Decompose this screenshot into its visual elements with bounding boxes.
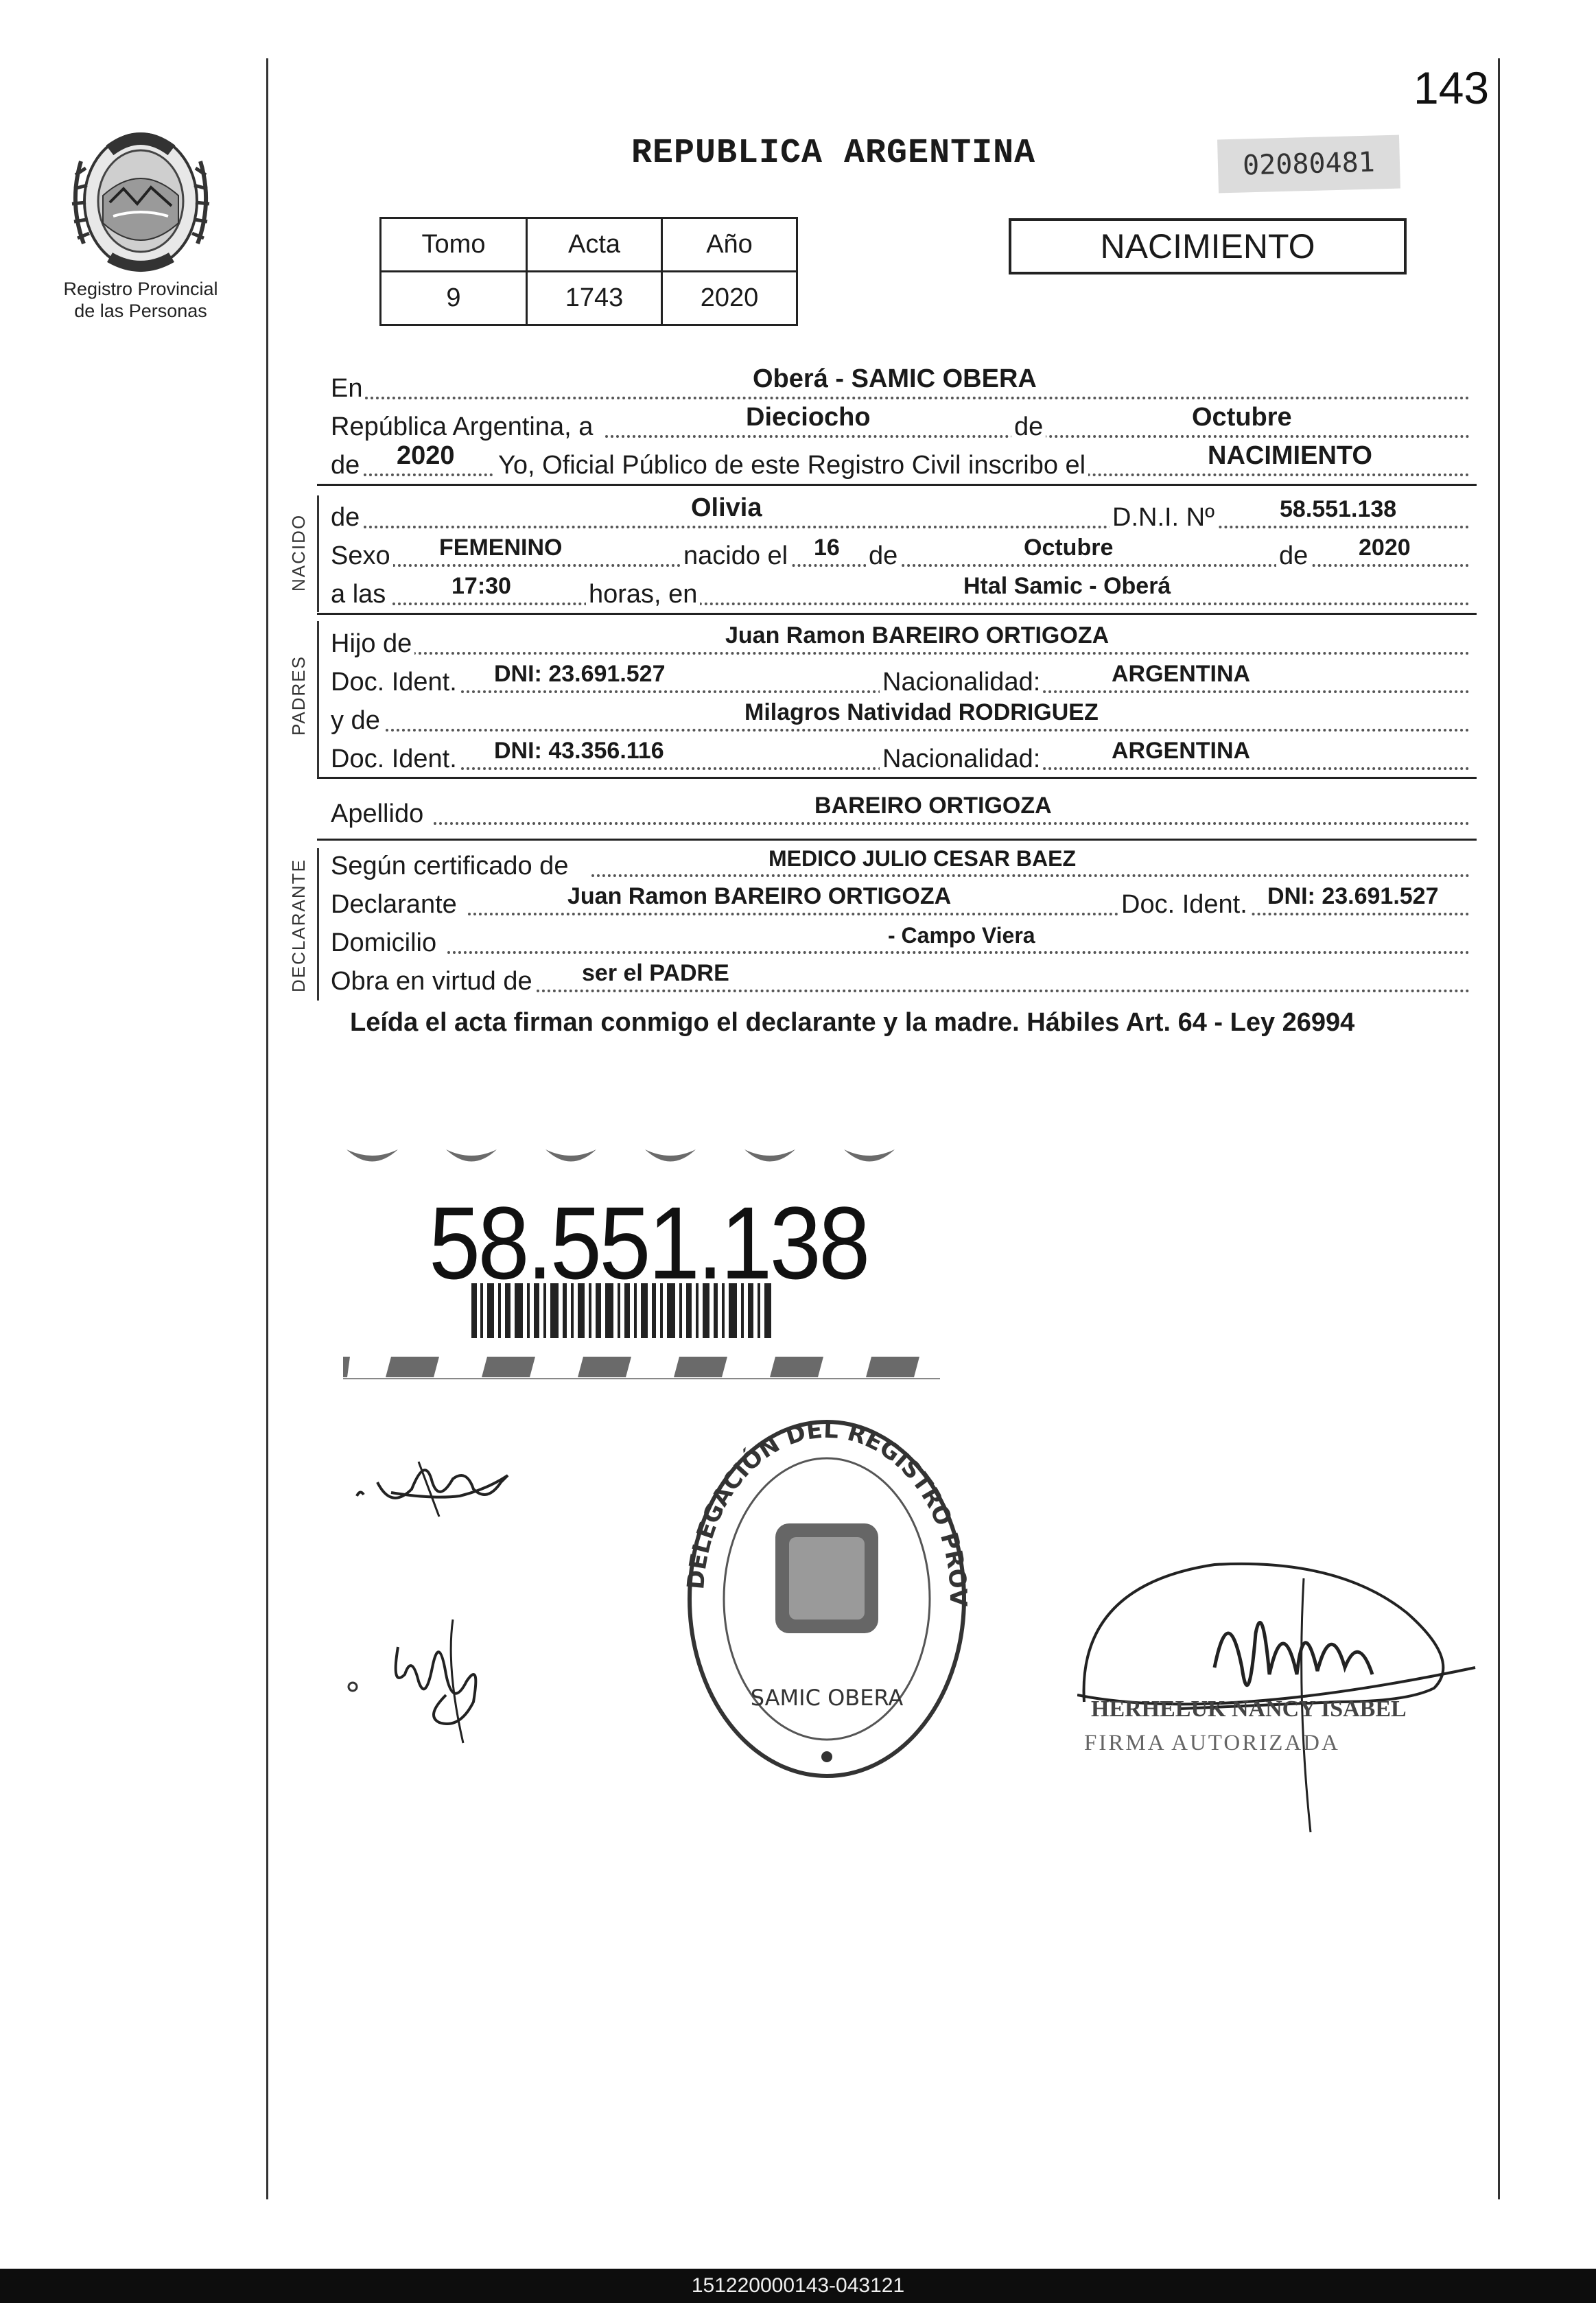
row-madre-doc xyxy=(331,738,1470,777)
seal-inner-text: SAMIC OBERA xyxy=(750,1685,904,1711)
misiones-coat-of-arms-icon xyxy=(55,120,226,278)
section-divider xyxy=(317,484,1477,486)
label-republica: República Argentina, a xyxy=(331,412,596,442)
serial-number-stamp: 02080481 xyxy=(1217,135,1400,194)
left-margin-line xyxy=(266,58,268,2199)
section-marker-padres xyxy=(317,621,319,778)
value-declarant-doc: DNI: 23.691.527 xyxy=(1267,883,1439,909)
record-table-cell: 2020 xyxy=(662,272,797,325)
side-label-padres: PADRES xyxy=(288,655,309,736)
label-obra: Obra en virtud de xyxy=(331,967,535,996)
value-birth-month: Octubre xyxy=(1024,535,1114,561)
record-table-header: Acta xyxy=(527,218,662,272)
label-horas-en: horas, en xyxy=(586,580,700,609)
label-hijo-de: Hijo de xyxy=(331,629,414,659)
label-en: En xyxy=(331,374,365,404)
label-declarant-doc: Doc. Ident. xyxy=(1118,890,1250,920)
label-segun-certificado: Según certificado de xyxy=(331,852,571,881)
row-apellido xyxy=(331,793,1470,832)
legal-text: Leída el acta firman conmigo el declarante y la madre. Hábiles Art. 64 - Ley 26994 xyxy=(350,1008,1355,1037)
row-nombre xyxy=(331,493,1470,535)
row-en xyxy=(331,364,1470,406)
value-dni: 58.551.138 xyxy=(1280,496,1397,522)
country-title: REPUBLICA ARGENTINA xyxy=(631,134,1036,173)
registry-caption xyxy=(41,278,240,323)
record-table-value-row xyxy=(381,272,797,325)
row-domicilio xyxy=(331,925,1470,961)
value-mother-nationality: ARGENTINA xyxy=(1112,738,1251,764)
value-first-name: Olivia xyxy=(691,493,762,522)
row-declarante xyxy=(331,883,1470,922)
record-table-cell: 9 xyxy=(381,272,527,325)
value-birth-day: 16 xyxy=(814,535,840,561)
section-marker-declarante xyxy=(317,848,319,1001)
section-divider xyxy=(317,777,1477,779)
registry-seal-icon xyxy=(679,1414,974,1784)
label-doc-ident: Doc. Ident. xyxy=(331,668,460,697)
footer-code: 151220000143-043121 xyxy=(691,2274,905,2297)
signature-scribble-icon xyxy=(343,1606,521,1757)
label-de-nombre: de xyxy=(331,503,362,533)
record-table-cell: 1743 xyxy=(527,272,662,325)
value-day: Dieciocho xyxy=(746,403,871,432)
signature-scribble-icon xyxy=(1077,1496,1489,1853)
label-domicilio: Domicilio xyxy=(331,928,439,958)
label-oficial: Yo, Oficial Público de este Registro Civil inscribo el xyxy=(494,451,1088,480)
declarant-signature xyxy=(350,1441,528,1530)
section-marker-nacido xyxy=(317,495,319,612)
section-divider xyxy=(317,613,1477,615)
section-divider xyxy=(317,839,1477,841)
row-padre xyxy=(331,622,1470,662)
value-father-nationality: ARGENTINA xyxy=(1112,661,1251,687)
document-type-box: NACIMIENTO xyxy=(1009,218,1407,274)
value-hora: 17:30 xyxy=(451,573,511,599)
label-nacido-el: nacido el xyxy=(681,541,790,571)
registry-caption-line1: Registro Provincial xyxy=(63,279,218,299)
label-declarante: Declarante xyxy=(331,890,460,920)
authorized-signature xyxy=(1077,1496,1489,1853)
value-certificate: MEDICO JULIO CESAR BAEZ xyxy=(768,846,1077,871)
row-sexo xyxy=(331,535,1470,574)
value-mother-name: Milagros Natividad RODRIGUEZ xyxy=(744,699,1099,725)
value-father-doc: DNI: 23.691.527 xyxy=(494,661,666,687)
label-apellido: Apellido xyxy=(331,799,426,829)
row-date xyxy=(331,403,1470,445)
label-sexo: Sexo xyxy=(331,541,393,571)
record-table-header: Tomo xyxy=(381,218,527,272)
side-label-declarante: DECLARANTE xyxy=(288,858,309,992)
label-birth-de2: de xyxy=(1276,541,1311,571)
authorized-signer-name: HERHELUK NANCY ISABEL xyxy=(1091,1696,1407,1722)
right-margin-line xyxy=(1498,58,1500,2199)
value-birth-year: 2020 xyxy=(1359,535,1411,561)
row-obra xyxy=(331,960,1470,999)
value-place-of-birth: Htal Samic - Oberá xyxy=(963,573,1171,599)
label-a-las: a las xyxy=(331,580,388,609)
record-table-header: Año xyxy=(662,218,797,272)
official-seal xyxy=(679,1414,974,1784)
value-mother-doc: DNI: 43.356.116 xyxy=(494,738,664,764)
authorized-signer-role: FIRMA AUTORIZADA xyxy=(1084,1731,1340,1755)
registry-caption-line2: de las Personas xyxy=(74,301,207,322)
value-address: - Campo Viera xyxy=(888,923,1035,948)
dni-sticker-number: 58.551.138 xyxy=(429,1185,868,1300)
value-month: Octubre xyxy=(1192,403,1292,432)
row-certificado xyxy=(331,848,1470,884)
record-table xyxy=(379,217,798,326)
value-obra: ser el PADRE xyxy=(582,960,729,986)
label-de-year: de xyxy=(331,451,362,480)
value-declarant-name: Juan Ramon BAREIRO ORTIGOZA xyxy=(567,883,952,909)
row-inscribo xyxy=(331,441,1470,483)
value-place: Oberá - SAMIC OBERA xyxy=(753,364,1037,393)
province-logo xyxy=(55,120,226,281)
mother-signature xyxy=(343,1606,521,1757)
signature-scribble-icon xyxy=(350,1441,528,1530)
value-inscribo: NACIMIENTO xyxy=(1208,441,1372,470)
value-sexo: FEMENINO xyxy=(439,535,563,561)
record-table-header-row xyxy=(381,218,797,272)
value-surname: BAREIRO ORTIGOZA xyxy=(814,793,1052,819)
page-number: 143 xyxy=(1413,62,1490,113)
label-dni: D.N.I. Nº xyxy=(1110,503,1217,533)
value-year: 2020 xyxy=(397,441,455,470)
label-doc-ident: Doc. Ident. xyxy=(331,745,460,774)
label-nacionalidad: Nacionalidad: xyxy=(880,668,1043,697)
label-birth-de1: de xyxy=(866,541,900,571)
side-label-nacido: NACIDO xyxy=(288,513,309,592)
label-de-month: de xyxy=(1011,412,1046,442)
row-padre-doc xyxy=(331,661,1470,700)
label-nacionalidad: Nacionalidad: xyxy=(880,745,1043,774)
row-madre xyxy=(331,699,1470,738)
label-y-de: y de xyxy=(331,706,383,736)
row-hora xyxy=(331,573,1470,612)
value-father-name: Juan Ramon BAREIRO ORTIGOZA xyxy=(725,622,1110,648)
seal-ring-text: DELEGACIÓN DEL REGISTRO PROV xyxy=(682,1416,972,1607)
